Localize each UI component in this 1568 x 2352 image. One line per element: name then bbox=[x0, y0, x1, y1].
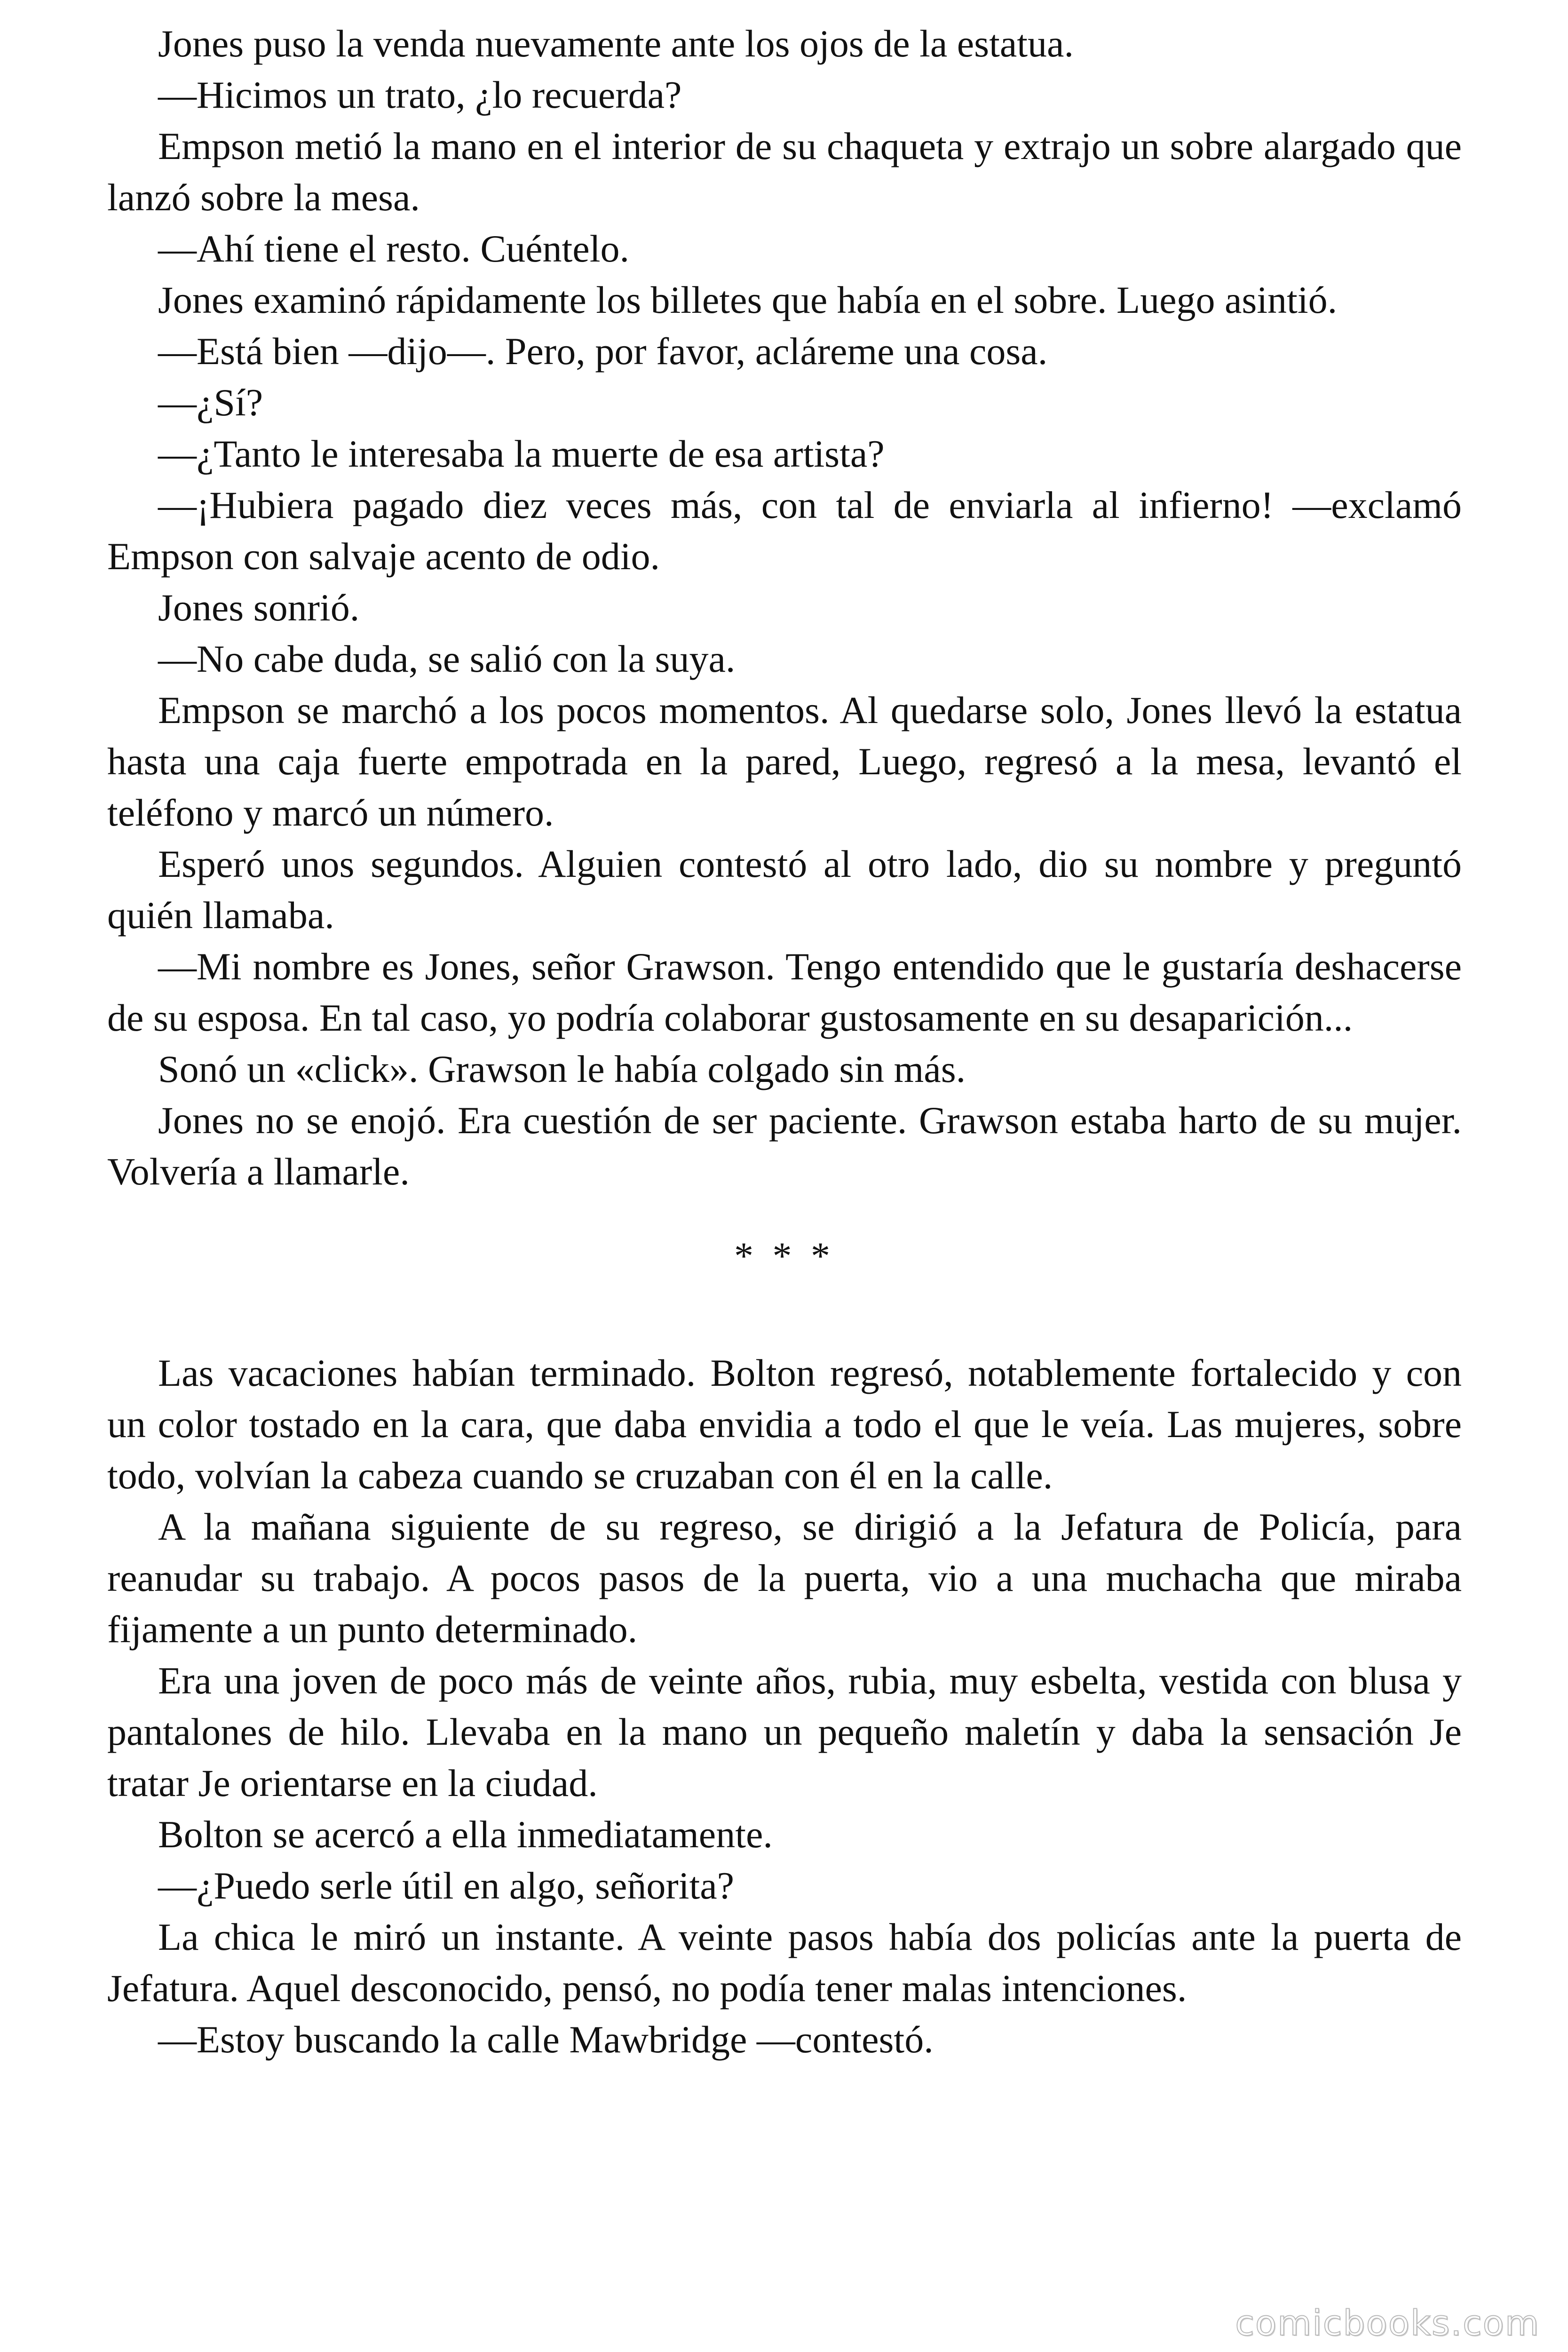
paragraph: Era una joven de poco más de veinte años, rubia, muy esbelta, vestida con blusa y pantalones de hilo. Llevaba en la mano un pequeño maletín y daba la sensación Je tratar Je orientarse en la ciudad. bbox=[107, 1659, 1462, 1804]
paragraph: —Hicimos un trato, ¿lo recuerda? bbox=[158, 73, 682, 116]
paragraph: A la mañana siguiente de su regreso, se dirigió a la Jefatura de Policía, para reanudar su trabajo. A pocos pasos de la puerta, vio a una muchacha que miraba fijamente a un punto determinado. bbox=[107, 1505, 1462, 1651]
paragraph: —Estoy buscando la calle Mawbridge —contestó. bbox=[158, 2018, 934, 2061]
paragraph: —No cabe duda, se salió con la suya. bbox=[158, 637, 736, 680]
paragraph: Bolton se acercó a ella inmediatamente. bbox=[158, 1813, 773, 1856]
paragraph: La chica le miró un instante. A veinte pasos había dos policías ante la puerta de Jefatura. Aquel desconocido, pensó, no podía tener malas intenciones. bbox=[107, 1915, 1462, 2010]
paragraph: Jones examinó rápidamente los billetes que había en el sobre. Luego asintió. bbox=[158, 278, 1338, 321]
paragraph: —¿Sí? bbox=[158, 381, 263, 424]
paragraph: —Mi nombre es Jones, señor Grawson. Tengo entendido que le gustaría deshacerse de su esposa. En tal caso, yo podría colaborar gustosamente en su desaparición... bbox=[107, 945, 1462, 1039]
paragraph: —¿Tanto le interesaba la muerte de esa artista? bbox=[158, 432, 885, 475]
paragraph: Jones no se enojó. Era cuestión de ser paciente. Grawson estaba harto de su mujer. Volvería a llamarle. bbox=[107, 1099, 1462, 1193]
paragraph: Empson metió la mano en el interior de su chaqueta y extrajo un sobre alargado que lanzó sobre la mesa. bbox=[107, 125, 1462, 219]
paragraph: Sonó un «click». Grawson le había colgado sin más. bbox=[158, 1048, 966, 1090]
document-page bbox=[107, 18, 1462, 2065]
paragraph: Las vacaciones habían terminado. Bolton regresó, notablemente fortalecido y con un color tostado en la cara, que daba envidia a todo el que le veía. Las mujeres, sobre todo, volvían la cabeza cuando se cruzaban con él en la calle. bbox=[107, 1351, 1462, 1497]
paragraph: —Ahí tiene el resto. Cuéntelo. bbox=[158, 227, 629, 270]
watermark: comicbooks.com bbox=[1235, 2303, 1540, 2344]
paragraph: —Está bien —dijo—. Pero, por favor, acláreme una cosa. bbox=[158, 330, 1048, 373]
section-separator: * * * bbox=[734, 1234, 835, 1277]
paragraph: Jones puso la venda nuevamente ante los ojos de la estatua. bbox=[158, 22, 1074, 65]
paragraph: Esperó unos segundos. Alguien contestó al otro lado, dio su nombre y preguntó quién llamaba. bbox=[107, 842, 1462, 937]
paragraph: Jones sonrió. bbox=[158, 586, 360, 629]
paragraph: —¡Hubiera pagado diez veces más, con tal de enviarla al infierno! —exclamó Empson con salvaje acento de odio. bbox=[107, 484, 1462, 578]
paragraph: —¿Puedo serle útil en algo, señorita? bbox=[158, 1864, 735, 1907]
paragraph: Empson se marchó a los pocos momentos. Al quedarse solo, Jones llevó la estatua hasta una caja fuerte empotrada en la pared, Luego, regresó a la mesa, levantó el teléfono y marcó un número. bbox=[107, 689, 1462, 834]
